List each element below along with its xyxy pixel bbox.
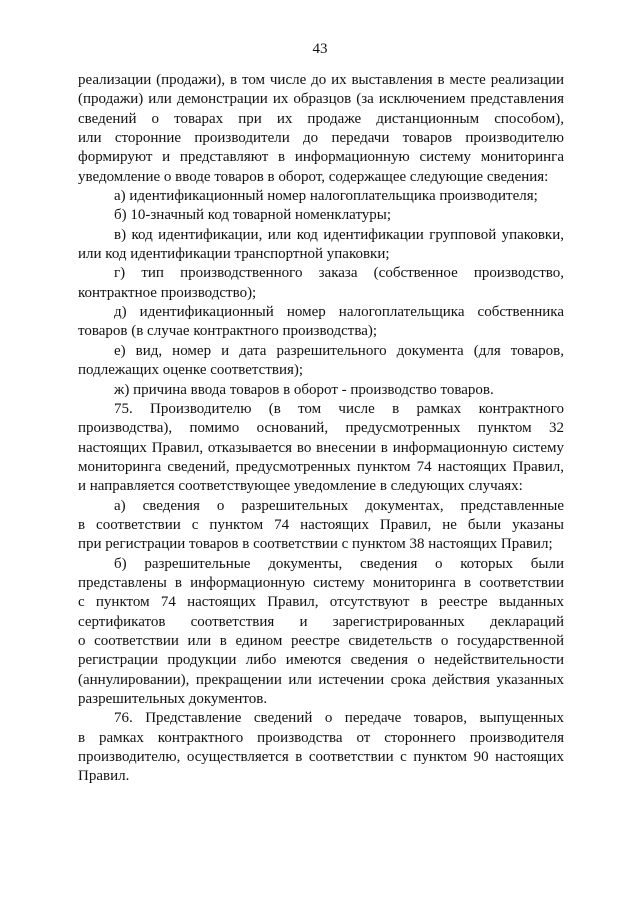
- text-line: д) идентификационный номер налогоплательщика собственника: [114, 304, 564, 321]
- text-line: е) вид, номер и дата разрешительного документа (для товаров,: [114, 342, 564, 359]
- text-line: (продажи) или демонстрации их образцов (за исключением представления: [78, 91, 564, 108]
- text-line: подлежащих оценке соответствия);: [78, 362, 304, 379]
- text-line: разрешительных документов.: [78, 691, 268, 707]
- text-line: или сторонние производители до передачи товаров производителю: [78, 130, 564, 147]
- text-line: 76. Представление сведений о передаче товаров, выпущенных: [114, 710, 564, 727]
- text-line: б) 10-значный код товарной номенклатуры;: [114, 207, 392, 224]
- text-line: Правил.: [78, 768, 130, 785]
- text-line: настоящих Правил, отказывается во внесении в информационную систему: [78, 439, 564, 456]
- text-line: уведомление о вводе товаров в оборот, содержащее следующие сведения:: [78, 168, 549, 185]
- text-line: а) сведения о разрешительных документах, представленные: [114, 497, 564, 514]
- text-line: (аннулировании), прекращении или истечении срока действия указанных: [78, 671, 564, 688]
- text-line: сведений о товарах при их продаже дистанционным способом),: [78, 110, 564, 127]
- text-line: производителю, осуществляется в соответствии с пунктом 90 настоящих: [78, 749, 564, 766]
- text-line: в соответствии с пунктом 74 настоящих Правил, не были указаны: [78, 516, 564, 533]
- text-line: г) тип производственного заказа (собственное производство,: [114, 265, 564, 282]
- text-line: о соответствии или в едином реестре свидетельств о государственной: [78, 632, 564, 649]
- text-line: в) код идентификации, или код идентификации групповой упаковки,: [114, 226, 564, 243]
- text-line: в рамках контрактного производства от стороннего производителя: [78, 729, 564, 746]
- text-line: формируют и представляют в информационную систему мониторинга: [78, 149, 564, 166]
- body-text: [78, 71, 564, 787]
- text-line: или код идентификации транспортной упаковки;: [78, 246, 390, 263]
- page-number: 43: [312, 41, 328, 57]
- text-line: производства), помимо оснований, предусмотренных пунктом 32: [78, 420, 564, 437]
- text-line: б) разрешительные документы, сведения о которых были: [114, 555, 564, 572]
- text-line: с пунктом 74 настоящих Правил, отсутствуют в реестре выданных: [78, 594, 564, 611]
- text-line: 75. Производителю (в том числе в рамках контрактного: [114, 400, 564, 417]
- text-line: представлены в информационную систему мониторинга в соответствии: [78, 574, 564, 591]
- text-line: при регистрации товаров в соответствии с пунктом 38 настоящих Правил;: [78, 536, 553, 553]
- text-line: реализации (продажи), в том числе до их выставления в месте реализации: [78, 72, 564, 88]
- text-line: контрактное производство);: [78, 284, 257, 301]
- text-line: а) идентификационный номер налогоплательщика производителя;: [114, 188, 538, 205]
- text-line: ж) причина ввода товаров в оборот - производство товаров.: [114, 381, 494, 398]
- text-line: и направляется соответствующее уведомление в следующих случаях:: [78, 478, 523, 495]
- text-line: регистрации продукции либо имеются сведения о недействительности: [78, 652, 564, 669]
- text-line: товаров (в случае контрактного производства);: [78, 323, 378, 340]
- text-line: сертификатов соответствия и зарегистрированных деклараций: [78, 613, 564, 630]
- text-line: мониторинга сведений, предусмотренных пунктом 74 настоящих Правил,: [78, 458, 564, 475]
